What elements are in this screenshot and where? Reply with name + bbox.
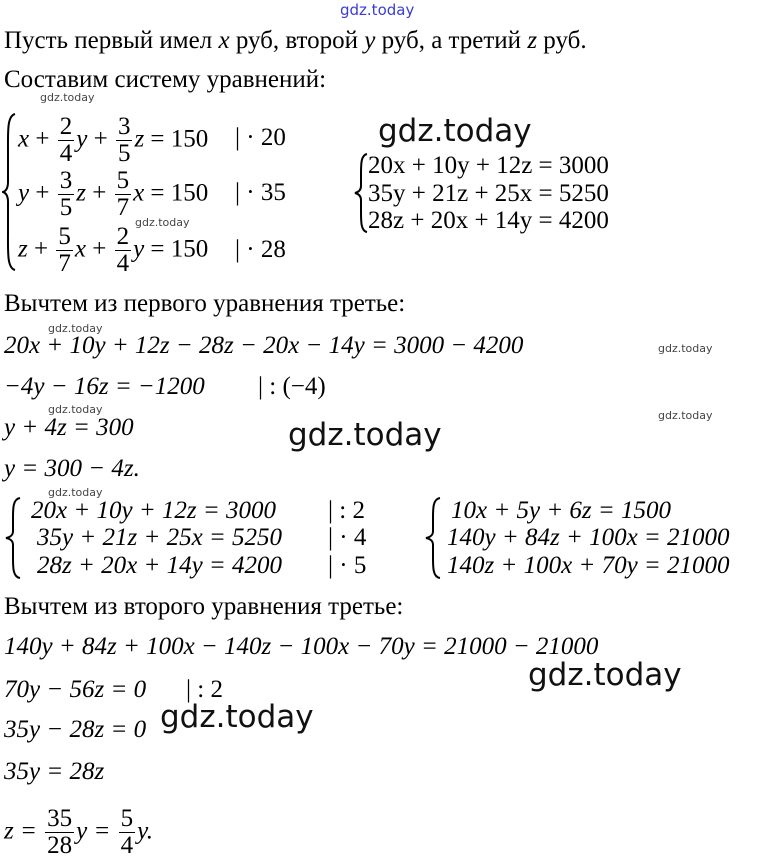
system1-op3: | · 28	[235, 236, 286, 263]
step2-line1: 140y + 84z + 100x − 140z − 100x − 70y = 21000 − 21000	[4, 633, 599, 660]
system3-right-eq2: 140y + 84z + 100x = 21000	[447, 524, 730, 551]
system3-left-eq2: 35y + 21z + 25x = 5250	[37, 524, 283, 551]
system3-right-eq1: 10x + 5y + 6z = 1500	[451, 497, 672, 524]
system1-eq2: y + $\frac{3}{5}$ z + $\frac{5}{7}$ x = 150	[18, 167, 209, 222]
step2-line4: 35y = 28z	[4, 758, 105, 785]
system3-left-eq3: 28z + 20x + 14y = 4200	[37, 552, 283, 579]
left-brace	[4, 496, 22, 580]
watermark-large: gdz.today	[378, 113, 532, 149]
system3-left-eq1: 20x + 10y + 12z = 3000	[31, 497, 277, 524]
system1-op1: | · 20	[235, 124, 286, 151]
step2-line5: z = $\frac{35}{28}$ y = $\frac{5}{4}$ y.	[4, 805, 154, 860]
system1-eq3: z + $\frac{5}{7}$ x + $\frac{2}{4}$ y = 150	[18, 223, 209, 278]
watermark-small: gdz.today	[40, 91, 95, 104]
step2-line3: 35y − 28z = 0	[4, 716, 147, 743]
left-brace	[354, 152, 368, 234]
watermark-small: gdz.today	[48, 403, 103, 416]
system2-eq1: 20x + 10y + 12z = 3000	[368, 152, 609, 179]
system3-op2: | · 4	[328, 524, 367, 551]
system1-op2: | · 35	[235, 179, 286, 206]
step1-line2: −4y − 16z = −1200	[4, 373, 205, 400]
watermark-large: gdz.today	[528, 657, 682, 693]
watermark-small: gdz.today	[48, 486, 103, 499]
intro-line: Пусть первый имел x руб, второй y руб, а третий z руб.	[4, 27, 587, 54]
system3-op3: | · 5	[328, 552, 367, 579]
system3-op1: | : 2	[328, 497, 365, 524]
left-brace	[424, 496, 442, 580]
system1-eq1: x + $\frac{2}{4}$ y + $\frac{3}{5}$ z = 150	[18, 113, 209, 168]
watermark-top: gdz.today	[340, 1, 415, 19]
system2-eq2: 35y + 21z + 25x = 5250	[368, 180, 609, 207]
watermark-small: gdz.today	[48, 322, 103, 335]
watermark-small: gdz.today	[135, 216, 190, 229]
step1-line2-op: | : (−4)	[258, 373, 326, 400]
system2-eq3: 28z + 20x + 14y = 4200	[368, 207, 609, 234]
step1-line3: y + 4z = 300	[4, 414, 134, 441]
step1-line1: 20x + 10y + 12z − 28z − 20x − 14y = 3000 − 4200	[4, 332, 524, 359]
step1-line4: y = 300 − 4z.	[4, 455, 140, 482]
step2-line2: 70y − 56z = 0	[4, 676, 147, 703]
step2-line2-op: | : 2	[186, 676, 223, 703]
step2-heading: Вычтем из второго уравнения третье:	[4, 593, 404, 620]
watermark-small: gdz.today	[658, 342, 713, 355]
watermark-large: gdz.today	[160, 699, 314, 735]
system3-right-eq3: 140z + 100x + 70y = 21000	[447, 552, 730, 579]
intro-heading: Составим систему уравнений:	[4, 66, 327, 93]
left-brace	[2, 112, 16, 272]
watermark-small: gdz.today	[658, 409, 713, 422]
step1-heading: Вычтем из первого уравнения третье:	[4, 290, 406, 317]
watermark-large: gdz.today	[288, 417, 442, 453]
